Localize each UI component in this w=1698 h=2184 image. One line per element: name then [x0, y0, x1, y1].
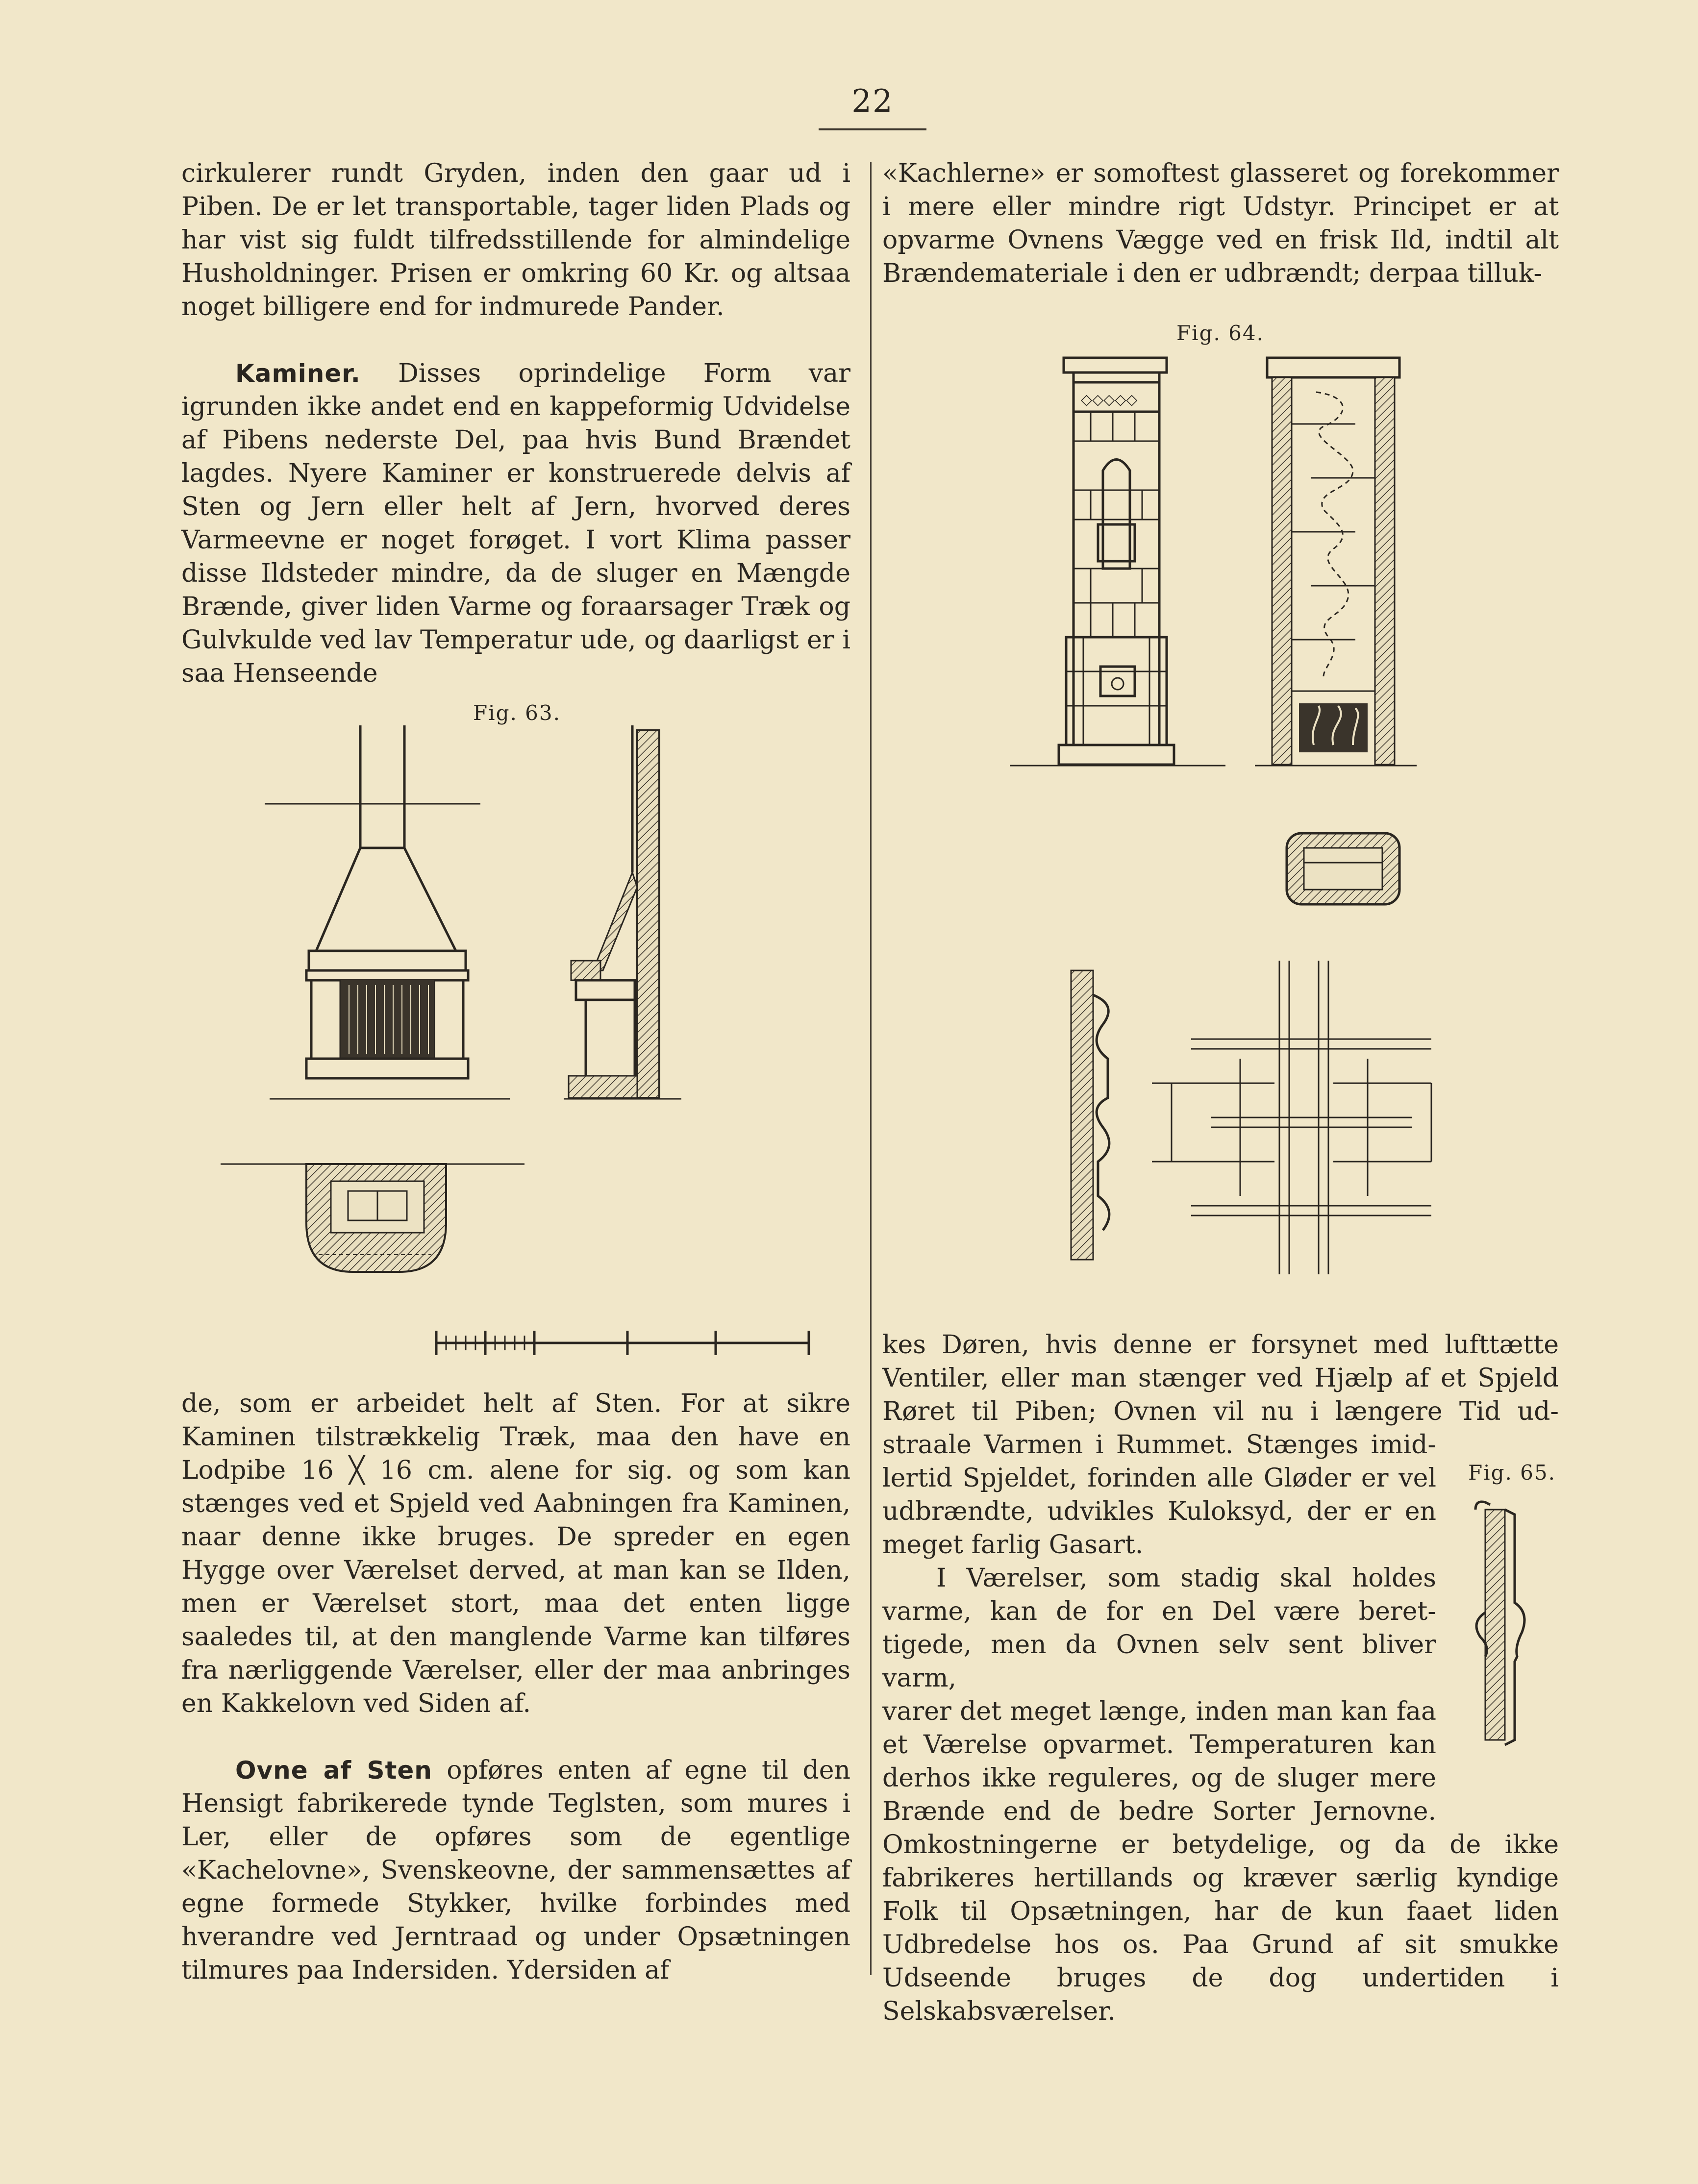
- ovne-paragraph: [181, 1754, 850, 1987]
- ovne-heading: Ovne af Sten: [235, 1756, 432, 1785]
- right-paragraph-1: «Kachlerne» er somoftest glasseret og forekommer i mere eller mindre rigt Udstyr. Principet er at opvarme Ovnens Vægge ved en frisk Ild, indtil alt Brændemateriale i den er udbrændt; derpaa tilluk-: [882, 159, 1559, 288]
- page-number: 22: [851, 83, 894, 120]
- right-column-top: [882, 157, 1559, 290]
- fig-63-plan-view: [221, 1164, 524, 1272]
- fig-65-caption: Fig. 65.: [1468, 1461, 1556, 1485]
- right-paragraph-3-line-5: et Værelse opvarmet. Temperaturen kan: [882, 1730, 1436, 1760]
- right-paragraph-2-line-2: Ventiler, eller man stænger ved Hjælp af et Spjeld: [882, 1364, 1559, 1393]
- right-paragraph-2-line-5: lertid Spjeldet, forinden alle Gløder er vel: [882, 1464, 1436, 1493]
- kaminer-text: Disses oprindelige Form var igrunden ikke andet end en kappeformig Udvidelse af Pibens nederste Del, paa hvis Bund Brændet lagdes. Nyere Kaminer er konstruerede delvis af Sten og Jern eller helt af Jern, hvorved deres Varmeevne er noget forøget. I vort Klima passer disse Ildsteder mindre, da de sluger en Mængde Brænde, giver liden Varme og foraarsager Træk og Gulvkulde ved lav Temperatur ude, og daarligst er i saa Henseende: [181, 359, 850, 688]
- fig-65-illustration: [1471, 1500, 1529, 1755]
- right-paragraph-3-line-4: varer det meget længe, inden man kan faa: [882, 1697, 1436, 1726]
- fig-64-stove-plan: [1287, 833, 1399, 904]
- fig-63-illustration: [221, 725, 833, 1372]
- fig-63-caption: Fig. 63.: [473, 701, 561, 725]
- right-paragraph-2-line-4: straale Varmen i Rummet. Stænges imid-: [882, 1430, 1436, 1460]
- fig-64-caption: Fig. 64.: [1176, 321, 1264, 345]
- right-column-middle: [882, 1328, 1559, 2028]
- right-paragraph-2: [882, 1328, 1559, 1562]
- right-paragraph-2-line-1: kes Døren, hvis denne er forsynet med lufttætte: [882, 1330, 1559, 1360]
- kaminer-paragraph: [181, 357, 850, 690]
- fig-63-scale-bar: [436, 1331, 809, 1355]
- page-number-rule: [819, 128, 926, 130]
- right-paragraph-2-line-6: udbrændte, udvikles Kuloksyd, der er en: [882, 1497, 1436, 1526]
- right-paragraph-3-line-2: varme, kan de for en Del være beret-: [882, 1597, 1436, 1626]
- fig-63-section-view: [564, 725, 681, 1099]
- ovne-text: opføres enten af egne til den Hensigt fabrikerede tynde Teglsten, som mures i Ler, eller de opføres som de egentlige «Kachelovne», Svenskeovne, der sammensættes af egne formede Stykker, hvilke forbindes med hverandre ved Jerntraad og under Opsætningen tilmures paa Indersiden. Ydersiden af: [181, 1756, 850, 1985]
- left-paragraph-after-fig: de, som er arbeidet helt af Sten. For at sikre Kaminen tilstrækkelig Træk, maa den have en Lodpibe 16 ╳ 16 cm. alene for sig. og som kan stænges ved et Spjeld ved Aabningen fra Kaminen, naar denne ikke bruges. De spreder en egen Hygge over Værelset derved, at man kan se Ilden, men er Værelset stort, maa det enten ligge saaledes til, at den manglende Varme kan tilføres fra nærliggende Værelser, eller der maa anbringes en Kakkelovn ved Siden af.: [181, 1389, 850, 1718]
- right-paragraph-3: [882, 1562, 1559, 1828]
- right-paragraph-3-line-1: I Værelser, som stadig skal holdes: [936, 1564, 1436, 1593]
- fig-64-tile-joint-detail: [1071, 961, 1431, 1274]
- left-paragraph-1: cirkulerer rundt Gryden, inden den gaar ud i Piben. De er let transportable, tager liden Plads og har vist sig fuldt tilfredsstillende for almindelige Husholdninger. Prisen er omkring 60 Kr. og altsaa noget billigere end for indmurede Pander.: [181, 159, 850, 322]
- fig-64-stove-section: [1255, 358, 1417, 766]
- right-paragraph-3-line-6: derhos ikke reguleres, og de sluger mere: [882, 1763, 1436, 1793]
- left-column-bottom: [181, 1387, 850, 1987]
- right-paragraph-2-line-7: meget farlig Gasart.: [882, 1530, 1144, 1560]
- svg-text:◇◇◇◇◇: ◇◇◇◇◇: [1081, 391, 1138, 408]
- fig-64-stove-elevation: [1010, 358, 1225, 766]
- right-paragraph-2-line-3: Røret til Piben; Ovnen vil nu i længere Tid ud-: [882, 1397, 1559, 1426]
- fig-63-front-view: [265, 725, 510, 1099]
- right-paragraph-3-line-3: tigede, men da Ovnen selv sent bliver varm,: [882, 1630, 1436, 1693]
- kaminer-heading: Kaminer.: [235, 359, 361, 388]
- column-divider: [870, 162, 872, 1975]
- fig-64-illustration: [1010, 353, 1529, 1274]
- right-paragraph-3-line-7: Brænde end de bedre Sorter Jernovne.: [882, 1797, 1436, 1826]
- right-paragraph-4: Omkostningerne er betydelige, og da de ikke fabrikeres hertillands og kræver særlig kyndige Folk til Opsætningen, har de kun faaet liden Udbredelse hos os. Paa Grund af sit smukke Udseende bruges de dog undertiden i Selskabsværelser.: [882, 1830, 1559, 2026]
- left-column-top: [181, 157, 850, 690]
